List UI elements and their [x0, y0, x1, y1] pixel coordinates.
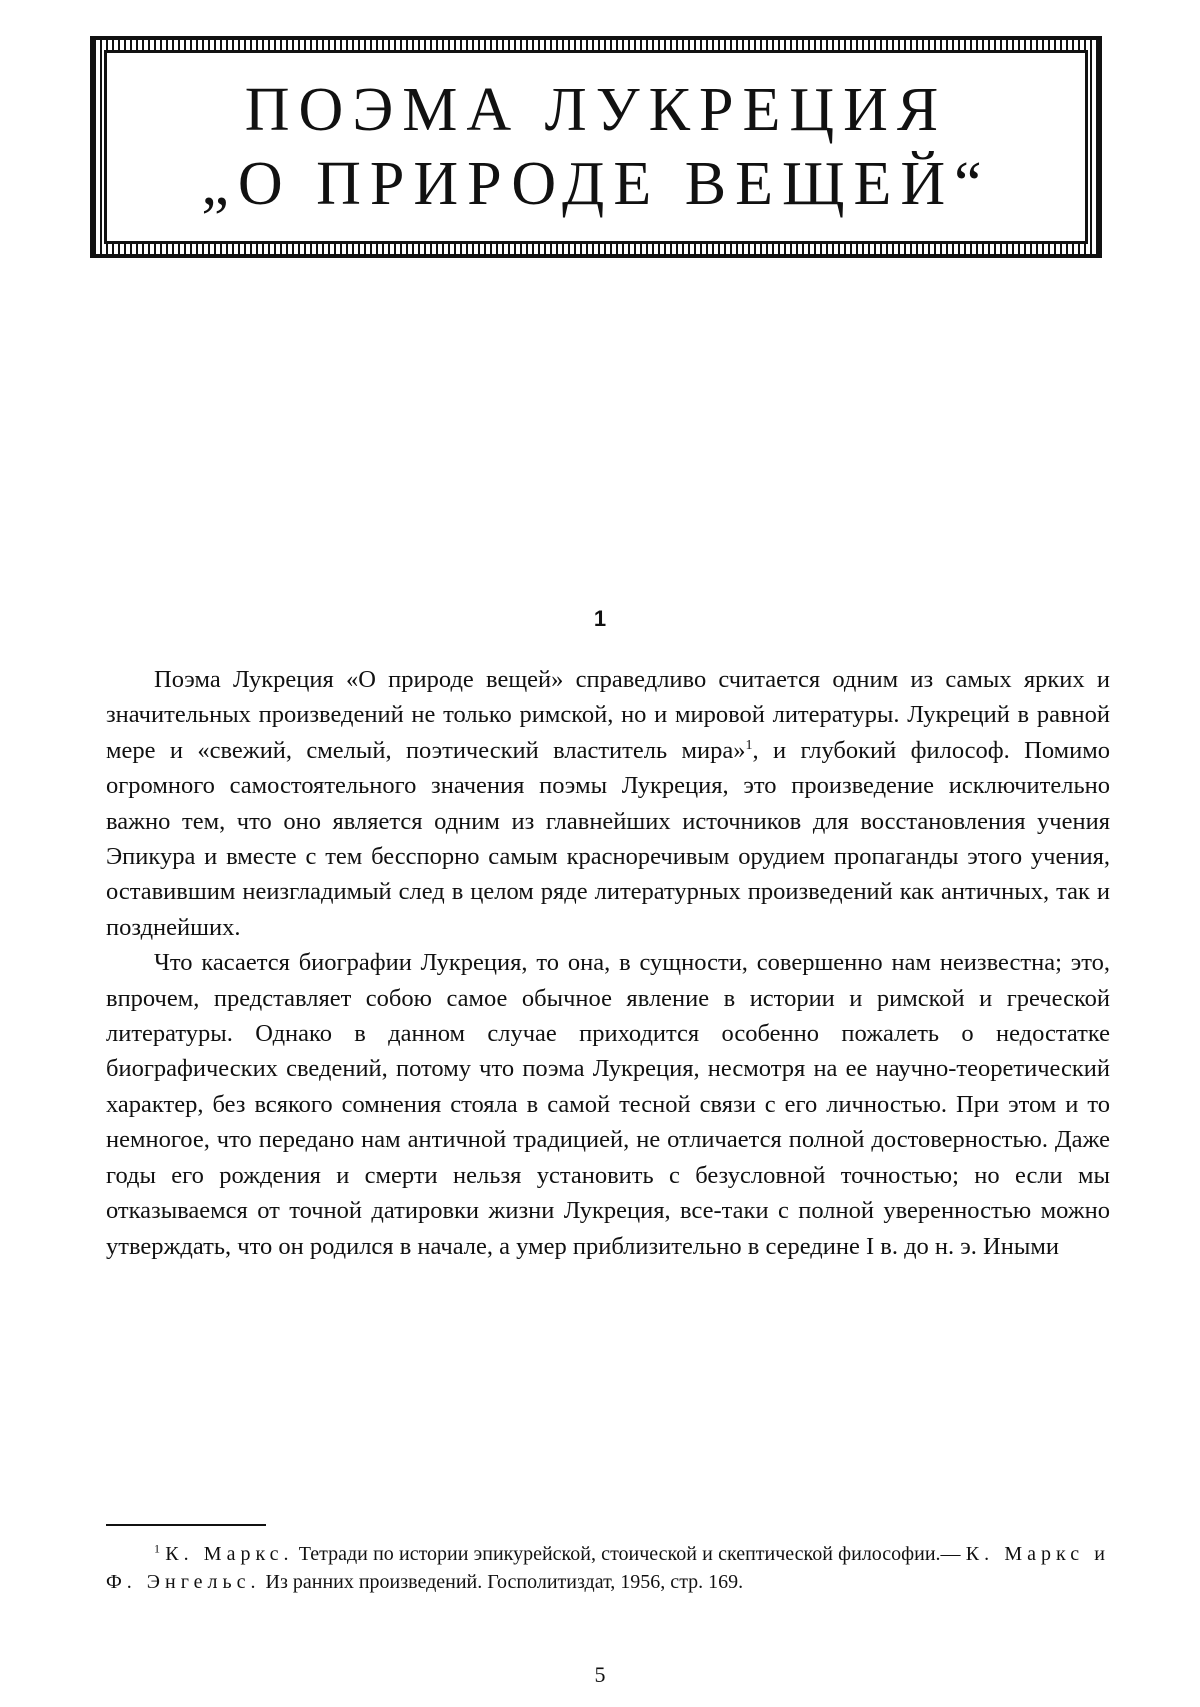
- footnote-text-2: Из ранних произведений. Госполитиздат, 1956, стр. 169.: [260, 1571, 744, 1593]
- footnote-divider: [106, 1524, 266, 1526]
- footnote-author-2: К. Маркс и Ф. Энгельс.: [106, 1543, 1111, 1593]
- title-line-2: „О ПРИРОДЕ ВЕЩЕЙ“: [201, 150, 991, 218]
- title-line-1: ПОЭМА ЛУКРЕЦИЯ: [244, 76, 948, 144]
- paragraph-1-text-a: Поэма Лукреция «О природе вещей» справедливо считается одним из самых ярких и значительных произведений не только римской, но и мировой литературы. Лукреций в равной мере и «свежий, смелый, поэтический властитель мира»: [106, 666, 1110, 764]
- page-number: 5: [594, 1662, 606, 1687]
- footnote-reference: 1: [745, 737, 753, 753]
- paragraph-2: Что касается биографии Лукреция, то она, в сущности, совершенно нам неизвестна; это, впрочем, представляет собою самое обычное явление в истории и римской и греческой литературы. Однако в данном случае приходится особенно пожалеть о недостатке биографических сведений, потому что поэма Лукреция, несмотря на ее научно-теоретический характер, без всякого сомнения стояла в самой тесной связи с его личностью. При этом и то немногое, что передано нам античной традицией, не отличается полной достоверностью. Даже годы его рождения и смерти нельзя установить с безусловной точностью; но если мы отказываемся от точной датировки жизни Лукреция, все-таки с полной уверенностью можно утверждать, что он родился в начале, а умер приблизительно в середине I в. до н. э. Иными: [106, 949, 1110, 1260]
- title-frame: [90, 36, 1102, 258]
- footnote-author-1: К. Маркс.: [165, 1543, 294, 1565]
- paragraph-1-text-b: , и глубокий философ. Помимо огромного самостоятельного значения поэмы Лукреция, это произведение исключительно важно тем, что оно является одним из главнейших источников для восстановления учения Эпикура и вместе с тем бесспорно самым красноречивым орудием пропаганды этого учения, оставившим неизгладимый след в целом ряде литературных произведений как античных, так и позднейших.: [106, 736, 1111, 941]
- body-text: [106, 662, 1110, 1264]
- section-number: 1: [593, 606, 607, 631]
- title-frame-inner: [104, 50, 1088, 244]
- footnote-text-1: Тетради по истории эпикурейской, стоической и скептической философии.—: [293, 1543, 966, 1565]
- footnote-marker: 1: [154, 1541, 160, 1556]
- footnote: [106, 1540, 1110, 1596]
- paragraph-1: [106, 662, 1110, 945]
